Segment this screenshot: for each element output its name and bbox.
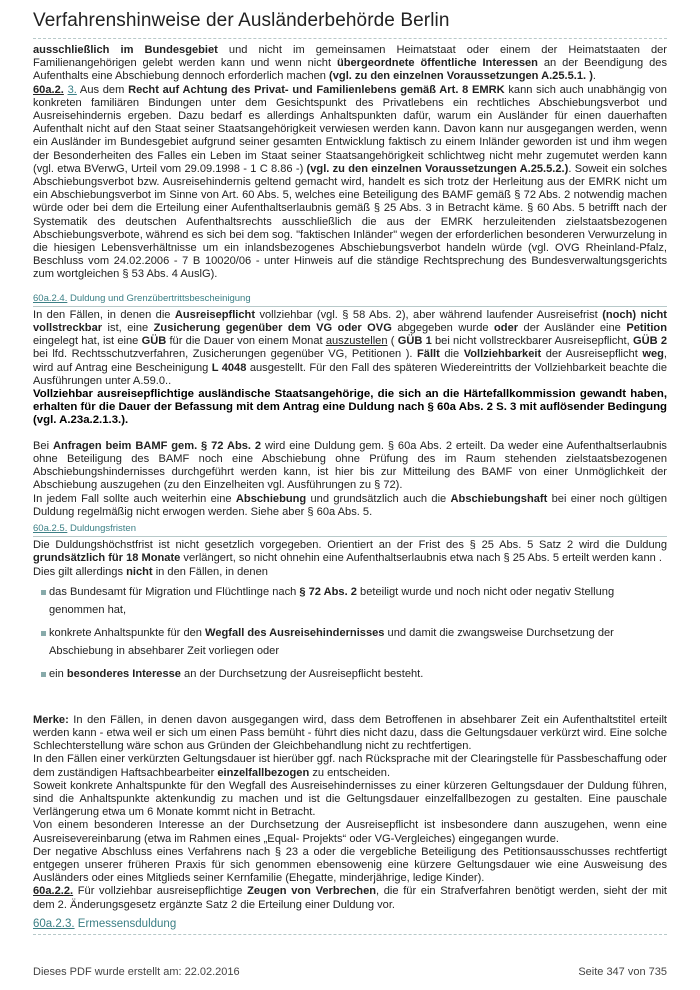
paragraph bbox=[33, 440, 667, 493]
text: abgegeben wurde bbox=[391, 322, 495, 335]
emphasis: weg bbox=[642, 348, 664, 361]
paragraph-haertefall bbox=[33, 388, 667, 428]
list-item bbox=[43, 665, 667, 683]
emphasis: Anfragen beim BAMF gem. § 72 Abs. 2 bbox=[52, 439, 262, 452]
emphasis: Zeugen von Verbrechen bbox=[247, 885, 377, 898]
text: zu entscheiden. bbox=[309, 766, 391, 779]
section-title: Duldungsfristen bbox=[67, 522, 136, 534]
text: Dies gilt allerdings bbox=[33, 565, 127, 578]
emphasis: GÜB bbox=[141, 335, 167, 348]
emphasis: grundsätzlich für 18 Monate bbox=[33, 552, 181, 565]
section-title: Duldung und Grenzübertrittsbescheinigung bbox=[67, 292, 251, 304]
paragraph-merke bbox=[33, 714, 667, 754]
underlined-text: auszustellen bbox=[325, 335, 388, 348]
emphasis: Vollziehbar ausreisepflichtige ausländische Staatsangehörige, die sich an die bbox=[33, 388, 464, 401]
text: die bbox=[439, 348, 464, 361]
emphasis: Härtefallkommission bbox=[463, 388, 576, 401]
list-item bbox=[43, 624, 667, 660]
text: und nicht im gemeinsamen Heimatstaat oder einem der Heimatstaaten der Familienangehörigen gelebt werden kann und wenn nicht bbox=[33, 44, 667, 70]
text: eingelegt hat, ist eine bbox=[33, 335, 142, 348]
paragraph bbox=[33, 493, 667, 519]
emphasis: gewandt haben, erhalten für die Dauer der Befassung mit dem Antrag eine Duldung nach § 60a Abs. 2 S. 3 mit auflösender Bedingung (vgl. A.23a.2.1.3.). bbox=[33, 388, 667, 427]
header-divider bbox=[33, 38, 667, 39]
text: In den Fällen einer verkürzten Geltungsdauer ist hierüber ggf. nach Rücksprache mit der Clearingstelle für Passbeschaffung oder dem zuständigen Haftsachbearbeiter bbox=[33, 753, 667, 779]
text: ( bbox=[387, 335, 398, 348]
spacer bbox=[33, 428, 667, 440]
text: ein bbox=[49, 667, 67, 680]
text: In jedem Fall sollte auch weiterhin eine bbox=[33, 492, 236, 505]
text: , wird auf Antrag eine Bescheinigung bbox=[33, 348, 667, 374]
text: und grundsätzlich auch die bbox=[306, 492, 451, 505]
text: verlängert, so nicht ohnehin eine Aufenthaltserlaubnis etwa nach § 25 Abs. 5 erteilt werden kann . bbox=[180, 552, 662, 565]
section-link[interactable]: 60a.2.3. bbox=[33, 917, 75, 930]
section-number[interactable]: 60a.2.2. bbox=[33, 885, 74, 898]
emphasis: Recht auf Achtung des Privat- und Familienlebens gemäß Art. 8 EMRK bbox=[128, 83, 505, 96]
text: ausgestellt. Für den Fall des späteren Wiedereintritts der Vollziehbarkeit beachte die Ausführungen unter A.59.0.. bbox=[33, 361, 667, 387]
text: . bbox=[592, 70, 596, 83]
text: vollziehbar (vgl. § 58 Abs. 2), aber während laufender Ausreisefrist bbox=[255, 308, 603, 321]
text: in den Fällen, in denen bbox=[152, 565, 268, 578]
cross-reference: (vgl. zu den einzelnen Voraussetzungen A.25.5.2.) bbox=[306, 162, 569, 175]
text: der Ausreisepflicht bbox=[541, 348, 643, 361]
paragraph-60a-2-2 bbox=[33, 885, 667, 911]
text: an der Beendigung des Aufenthalts eine Abschiebung dennoch erforderlich machen bbox=[33, 57, 667, 83]
text: konkrete Anhaltspunkte für den bbox=[49, 626, 206, 639]
emphasis: besonderes Interesse bbox=[66, 667, 181, 680]
page-title: Verfahrenshinweise der Ausländerbehörde Berlin bbox=[33, 10, 450, 31]
emphasis: Wegfall des Ausreisehindernisses bbox=[205, 626, 385, 639]
emphasis: ausschließlich im Bundesgebiet bbox=[33, 44, 218, 56]
emphasis: Ausreisepflicht bbox=[174, 308, 256, 321]
list-item bbox=[43, 583, 667, 619]
text: kann sich auch unabhängig von konkreten familiären Bindungen unter dem Gesichtspunkt des Privatlebens ein rechtliches Abschiebungsverbot und Ausreisehindernis ergeben. Dazu bedarf es allerdings Anhaltspunkten dafür, warum ein Ausländer für einen dauerhaften Aufenthalt nicht auf den Staat seiner Staatsangehörigkeit verwiesen werden kann. Davon kann nur ausgegangen werden, wenn ein Ausländer im Bundesgebiet aufgrund seiner gesamten Entwicklung faktisch zu einem Inländer geworden ist und ihm wegen der Besonderheiten des Falles ein Leben im Staat seiner Staatsangehörigkeit schlichtweg nicht mehr zugemutet werden kann (vgl. etwa BVerwG, Urteil vom 29.09.1998 - 1 C 8.86 -) bbox=[33, 83, 667, 175]
footer-page-number: Seite 347 von 735 bbox=[578, 966, 667, 978]
page-footer bbox=[33, 966, 667, 978]
section-heading-ermessensduldung bbox=[33, 918, 667, 935]
text: ist, eine bbox=[102, 322, 154, 335]
paragraph: Der negative Abschluss eines Verfahrens nach § 23 a oder die vergebliche Beteiligung des Petitionsausschusses rechtfertigt entgegen unserer früheren Praxis für sich genommen ebensowenig eine kürzere Geltungsdauer wie eine Ausweisung des Ausländers oder eines Mitglieds seiner Kernfamilie (Ehegatte, minderjährige, ledige Kinder). bbox=[33, 845, 667, 885]
subsection-link[interactable]: 3. bbox=[67, 83, 77, 96]
text: Aus dem bbox=[76, 83, 129, 96]
text: an der Durchsetzung der Ausreisepflicht besteht. bbox=[180, 667, 424, 680]
paragraph-60a-2-3 bbox=[33, 84, 667, 282]
text: bei lfd. Rechtsschutzverfahren, Zusicherungen gegenüber VG, Petitionen ). bbox=[33, 348, 418, 361]
footer-created-date: Dieses PDF wurde erstellt am: 22.02.2016 bbox=[33, 966, 240, 978]
emphasis: L 4048 bbox=[211, 361, 247, 374]
bullet-list bbox=[33, 583, 667, 683]
text: wird eine Duldung gem. § 60a Abs. 2 erteilt. Da weder eine Aufenthaltserlaubnis ohne Beteiligung des BAMF noch eine Abschiebung ohne Prüfung des im Raum stehenden zielstaatsbezogenen Abschiebungshindernisses durchgeführt werden kann, ist hier bis zur Mitteilung des BAMF von einer Unmöglichkeit der Abschiebung auszugehen (zu den Einzelheiten vgl. Ausführungen zu § 72). bbox=[33, 439, 667, 492]
emphasis: einzelfallbezogen bbox=[217, 766, 310, 779]
emphasis: nicht bbox=[126, 565, 153, 578]
text: und damit die zwangsweise Durchsetzung der Abschiebung in absehbarer Zeit vorliegen oder bbox=[49, 626, 614, 657]
text: bei nicht vollstreckbarer Ausreisepflicht, bbox=[431, 335, 633, 348]
emphasis: Vollziehbarkeit bbox=[463, 348, 542, 361]
bullet-square-icon bbox=[41, 590, 46, 595]
text: das Bundesamt für Migration und Flüchtlinge nach bbox=[49, 585, 300, 598]
paragraph bbox=[33, 309, 667, 388]
paragraph bbox=[33, 44, 667, 84]
text: für die Dauer von einem Monat bbox=[166, 335, 326, 348]
section-heading-duldung bbox=[33, 292, 667, 307]
emphasis: Abschiebung bbox=[235, 492, 307, 505]
text: In den Fällen, in denen die bbox=[33, 308, 175, 321]
paragraph bbox=[33, 566, 667, 579]
text: beteiligt wurde und noch nicht oder negativ Stellung genommen hat, bbox=[49, 585, 615, 616]
paragraph bbox=[33, 753, 667, 779]
paragraph: Von einem besonderen Interesse an der Durchsetzung der Ausreisepflicht ist insbesondere dann auszugehen, wenn eine Ausreisevereinbarung (etwa im Rahmen eines „Equal- Projekts“ oder VG-Vergleiches) eingegangen wurde. bbox=[33, 819, 667, 845]
emphasis: GÜB 2 bbox=[632, 335, 668, 348]
section-link[interactable]: 60a.2.5. bbox=[33, 522, 68, 534]
text: Für vollziehbar ausreisepflichtige bbox=[73, 885, 248, 898]
section-heading-duldungsfristen bbox=[33, 522, 667, 537]
emphasis: Fällt bbox=[417, 348, 440, 361]
text: In den Fällen, in denen davon ausgegangen wird, dass dem Betroffenen in absehbarer Zeit ein Aufenthaltstitel erteilt werden kann - etwa weil er sich um einen Pass bemüht - führt dies nicht dazu, dass die Geltungsdauer verkürzt wird. Eine solche Schlechterstellung wäre schon aus Gründen der Gleichbehandlung nicht zu rechtfertigen. bbox=[33, 713, 667, 753]
emphasis: § 72 Abs. 2 bbox=[299, 585, 357, 598]
emphasis: GÜB 1 bbox=[397, 335, 432, 348]
text: . Soweit ein solches Abschiebungsverbot bzw. Ausreisehindernis geltend gemacht wird, handelt es sich trotz der Herleitung aus der EMRK nicht um ein Abschiebungsverbot im Sinne von Art. 60 Abs. 5, welches eine Beteiligung des BAMF gemäß § 72 Abs. 2 notwendig machen würde oder bei dem die Erteilung einer Aufenthaltserlaubnis gemäß § 25 Abs. 3 in Betracht käme. § 60 Abs. 5 betrifft nach der Systematik des deutschen Aufenthaltsrechts ausschließlich die aus der EMRK herzuleitenden zielstaatsbezogenen Abschiebungsverbote, während es sich bei dem sog. "faktischen Inländer" wegen der erforderlichen besonderen Verwurzelung in die hiesigen Lebensverhältnisse um ein inlandsbezogenes Abschiebungsverbot handeln würde (vgl. OVG Rheinland-Pfalz, Beschluss vom 24.02.2006 - 7 B 10020/06 - unter Hinweis auf die ständige Rechtsprechung des Bundesverwaltungsgerichts zum wortgleichen § 53 Abs. 4 AuslG). bbox=[33, 162, 667, 281]
text: , die für ein Strafverfahren benötigt werden, sieht der mit dem 2. Änderungsgesetz ergänzte Satz 2 die Erteilung einer Duldung vor. bbox=[33, 885, 668, 911]
text: Bei bbox=[33, 439, 53, 452]
cross-reference: (vgl. zu den einzelnen Voraussetzungen A.25.5.1. ) bbox=[329, 70, 593, 83]
section-title: Ermessensduldung bbox=[74, 917, 177, 930]
text: bei einer noch gültigen Duldung regelmäßig nicht erwogen werden. Siehe aber § 60a Abs. 5. bbox=[33, 492, 667, 518]
emphasis: (noch) nicht vollstreckbar bbox=[33, 308, 667, 335]
section-link[interactable]: 60a.2.4. bbox=[33, 292, 68, 304]
emphasis: Zusicherung gegenüber dem VG oder OVG bbox=[153, 322, 392, 335]
page-header bbox=[33, 10, 667, 39]
spacer bbox=[33, 688, 667, 714]
emphasis: übergeordnete öffentliche Interessen bbox=[336, 57, 538, 70]
bullet-square-icon bbox=[41, 631, 46, 636]
document-body bbox=[33, 44, 667, 935]
bullet-square-icon bbox=[41, 672, 46, 677]
section-number[interactable]: 60a.2. bbox=[33, 83, 64, 96]
text: der Ausländer eine bbox=[518, 322, 627, 335]
text: Die Duldungshöchstfrist ist nicht gesetzlich vorgegeben. Orientiert an der Frist des § 25 Abs. 5 Satz 2 wird die Duldung bbox=[33, 539, 667, 552]
paragraph bbox=[33, 539, 667, 565]
emphasis: oder bbox=[494, 322, 519, 335]
emphasis: Merke: bbox=[33, 713, 69, 726]
emphasis: Abschiebungshaft bbox=[450, 492, 548, 505]
emphasis: Petition bbox=[626, 322, 667, 335]
paragraph: Soweit konkrete Anhaltspunkte für den Wegfall des Ausreisehindernisses zu einer kürzeren Geltungsdauer der Duldung führen, sind die Anhaltspunkte aktenkundig zu machen und ist die Geltungsdauer einzelfallbezogen zu gestalten. Eine pauschale Verlängerung etwa um 6 Monate kommt nicht in Betracht. bbox=[33, 779, 667, 819]
